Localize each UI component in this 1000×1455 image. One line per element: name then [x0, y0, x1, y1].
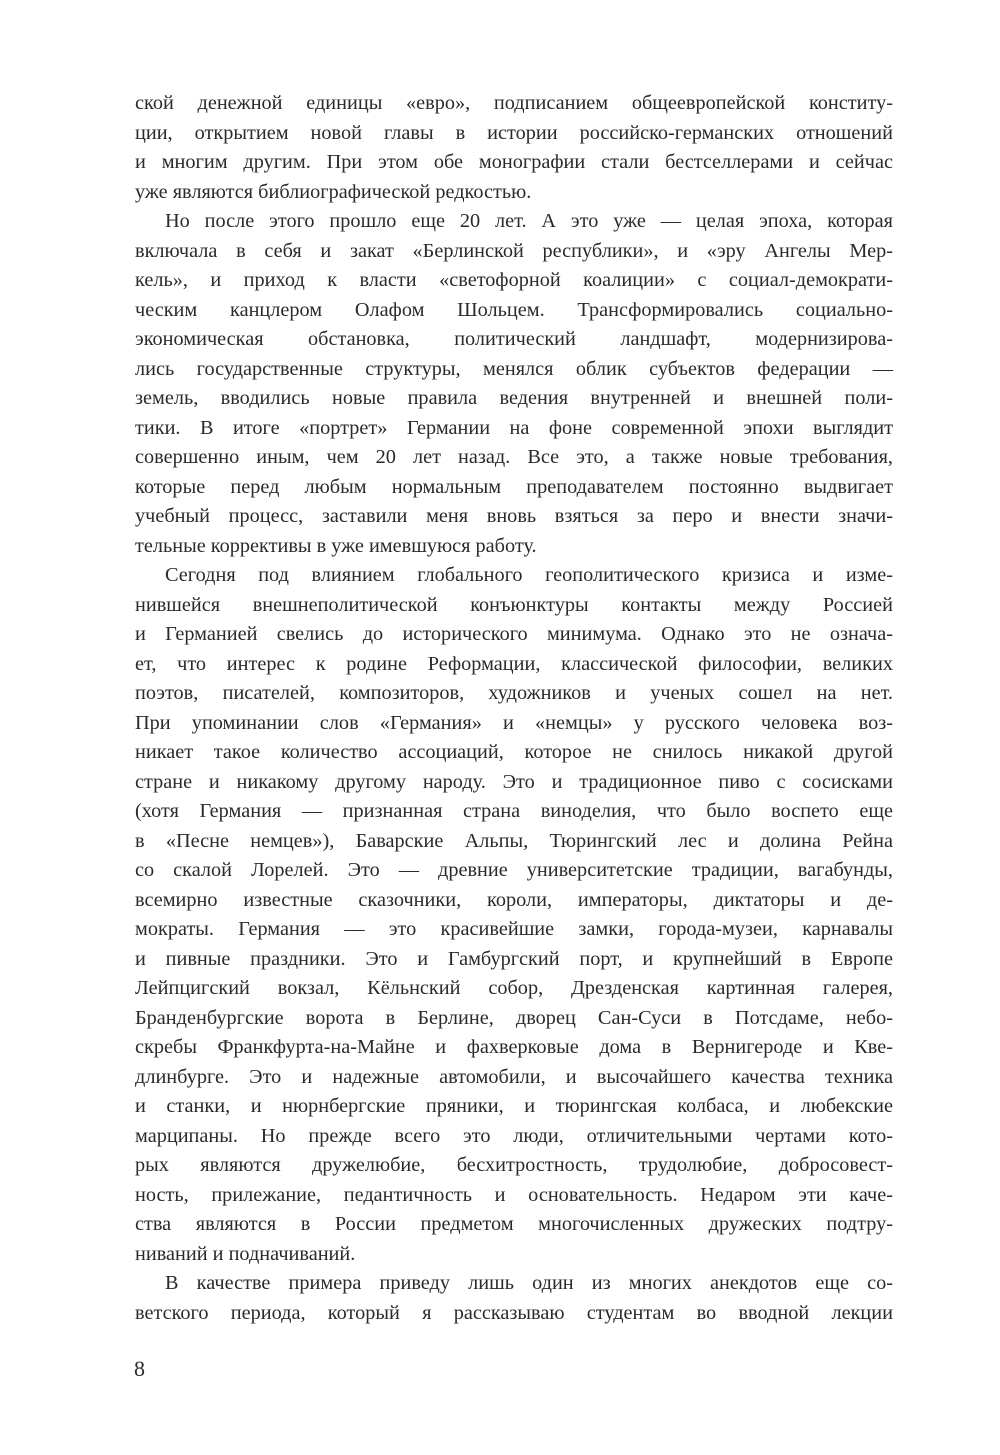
paragraph-1: [135, 89, 893, 207]
text-line: включала в себя и закат «Берлинской республики», и «эру Ангелы Мер-: [135, 239, 893, 262]
text-line: и пивные праздники. Это и Гамбургский порт, и крупнейший в Европе: [135, 947, 893, 970]
text-line: стране и никакому другому народу. Это и традиционное пиво с сосисками: [135, 770, 893, 793]
text-line: экономическая обстановка, политический ландшафт, модернизирова-: [135, 328, 893, 350]
text-line: никает такое количество ассоциаций, которое не снилось никакой другой: [135, 741, 893, 763]
paragraph-3: [135, 561, 893, 1269]
text-line: которые перед любым нормальным преподавателем постоянно выдвигает: [135, 475, 893, 498]
text-line: в «Песне немцев»), Баварские Альпы, Тюрингский лес и долина Рейна: [135, 829, 893, 852]
text-line: лись государственные структуры, менялся облик субъектов федерации —: [135, 357, 893, 380]
text-line: всемирно известные сказочники, короли, императоры, диктаторы и де-: [135, 888, 893, 911]
paragraph-4: [135, 1269, 893, 1328]
text-line: совершенно иным, чем 20 лет назад. Все это, а также новые требования,: [135, 446, 893, 468]
text-line: В качестве примера приведу лишь один из многих анекдотов еще со-: [165, 1272, 893, 1294]
text-line: ветского периода, который я рассказываю студентам во вводной лекции: [135, 1301, 893, 1324]
text-line: нившейся внешнеполитической конъюнктуры контакты между Россией: [135, 593, 893, 616]
text-line: длинбурге. Это и надежные автомобили, и высочайшего качества техника: [135, 1065, 893, 1088]
text-line: скребы Франкфурта-на-Майне и фахверковые дома в Вернигероде и Кве-: [135, 1036, 893, 1058]
text-line: ческим канцлером Олафом Шольцем. Трансформировались социально-: [135, 298, 893, 321]
paragraph-2: [135, 207, 893, 561]
text-line: марципаны. Но прежде всего это люди, отличительными чертами кото-: [135, 1124, 893, 1147]
text-line: Но после этого прошло еще 20 лет. А это уже — целая эпоха, которая: [165, 210, 893, 232]
text-line: (хотя Германия — признанная страна виноделия, что было воспето еще: [135, 800, 893, 822]
text-line: ность, прилежание, педантичность и основательность. Недаром эти каче-: [135, 1183, 893, 1206]
text-line: и Германией свелись до исторического минимума. Однако это не означа-: [135, 623, 893, 645]
text-line: со скалой Лорелей. Это — древние университетские традиции, вагабунды,: [135, 859, 893, 881]
text-line: рых являются дружелюбие, бесхитростность, трудолюбие, добросовест-: [135, 1154, 893, 1176]
text-line: и многим другим. При этом обе монографии стали бестселлерами и сейчас: [135, 151, 893, 173]
text-line: кель», и приход к власти «светофорной коалиции» с социал-демократи-: [135, 269, 893, 291]
text-line: мократы. Германия — это красивейшие замки, города-музеи, карнавалы: [135, 918, 893, 940]
text-line: земель, вводились новые правила ведения внутренней и внешней поли-: [135, 387, 893, 409]
text-line: Сегодня под влиянием глобального геополитического кризиса и изме-: [165, 564, 893, 586]
text-line: и станки, и нюрнбергские пряники, и тюрингская колбаса, и любекские: [135, 1095, 893, 1117]
text-line: учебный процесс, заставили меня вновь взяться за перо и внести значи-: [135, 505, 893, 527]
page-number: 8: [134, 1356, 145, 1381]
text-line: поэтов, писателей, композиторов, художников и ученых сошел на нет.: [135, 682, 893, 704]
body-text: [135, 89, 893, 1328]
text-line: Лейпцигский вокзал, Кёльнский собор, Дрезденская картинная галерея,: [135, 977, 893, 999]
text-line: уже являются библиографической редкостью.: [135, 180, 532, 203]
text-line: При упоминании слов «Германия» и «немцы» у русского человека воз-: [135, 711, 893, 734]
text-line: ства являются в России предметом многочисленных дружеских подтру-: [135, 1213, 893, 1235]
text-line: ской денежной единицы «евро», подписанием общеевропейской конститу-: [135, 92, 893, 114]
text-line: Бранденбургские ворота в Берлине, дворец Сан-Суси в Потсдаме, небо-: [135, 1006, 893, 1029]
text-line: ет, что интерес к родине Реформации, классической философии, великих: [135, 652, 893, 675]
text-line: тики. В итоге «портрет» Германии на фоне современной эпохи выглядит: [135, 416, 893, 439]
text-line: тельные коррективы в уже имевшуюся работу.: [135, 534, 537, 557]
text-line: ниваний и подначиваний.: [135, 1242, 356, 1265]
text-line: ции, открытием новой главы в истории российско-германских отношений: [135, 121, 893, 144]
